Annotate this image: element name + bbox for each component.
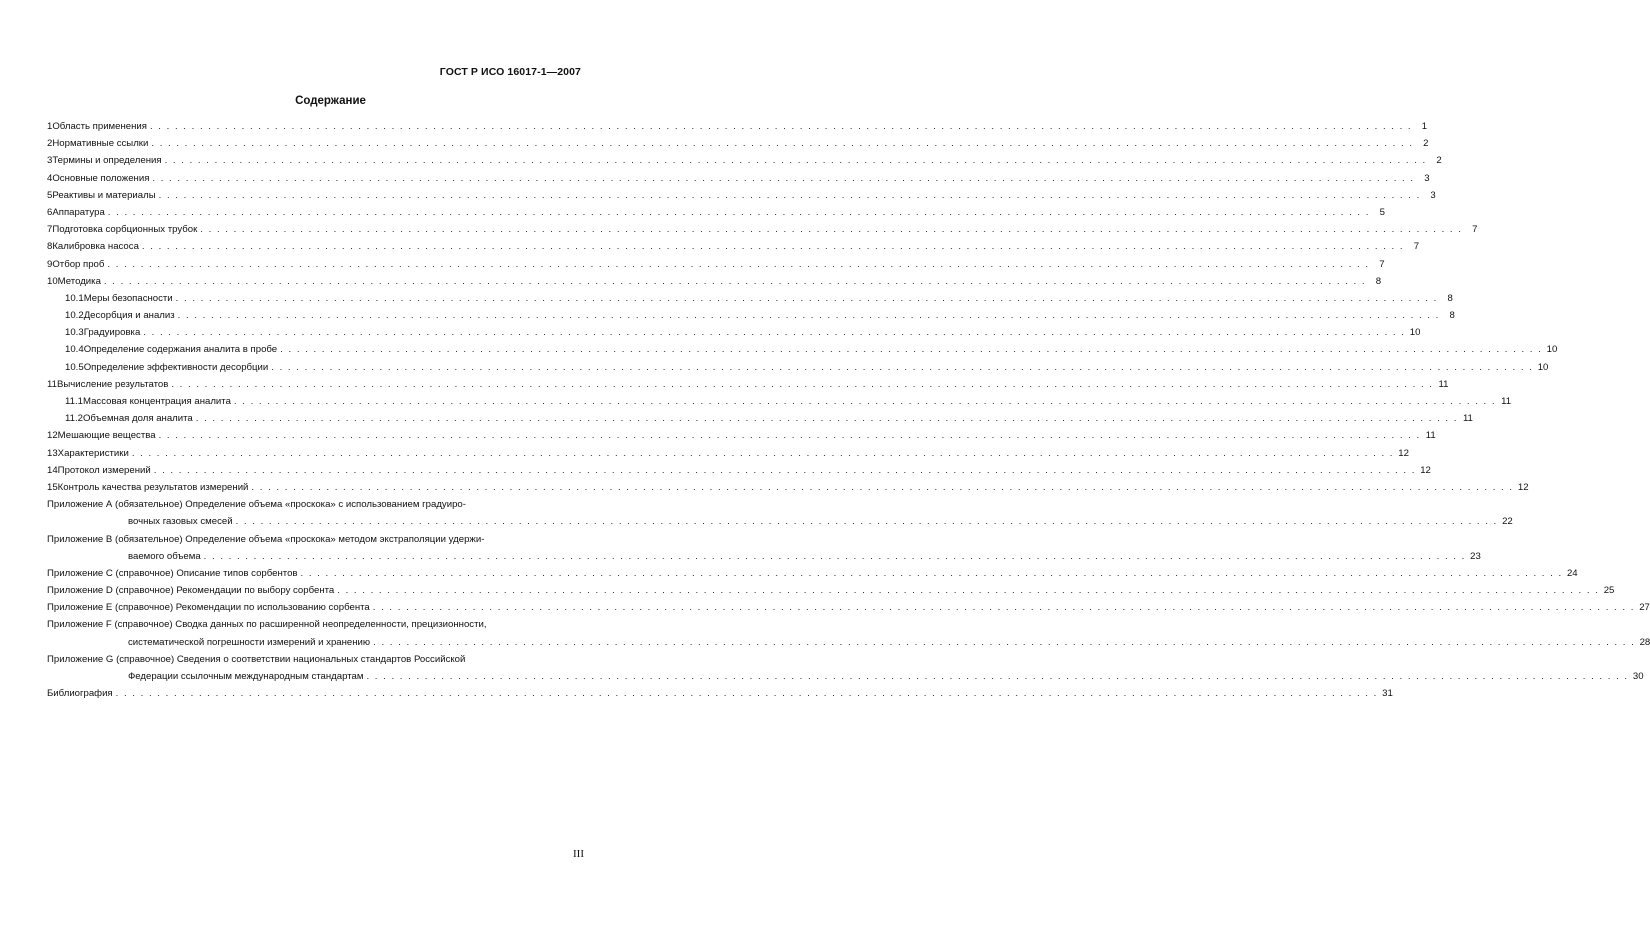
toc-entry-page: 7 — [1472, 224, 1478, 236]
dot-leader — [204, 548, 1466, 565]
toc-entry-page: 22 — [1502, 516, 1513, 528]
toc-entry-title: Мешающие вещества — [57, 430, 156, 442]
toc-subentry[interactable] — [47, 359, 1549, 376]
toc-entry-number: 10.1 — [65, 292, 84, 304]
toc-annex-entry[interactable] — [47, 651, 1644, 685]
dot-leader — [196, 410, 1458, 427]
dot-leader — [236, 513, 1498, 530]
toc-entry-number: 10.2 — [65, 310, 84, 322]
dot-leader — [234, 393, 1496, 410]
dot-leader — [159, 187, 1421, 204]
toc-entry-number: 10.5 — [65, 361, 84, 373]
toc-annex-title-cont: ваемого объема — [128, 550, 201, 562]
dot-leader — [165, 152, 1427, 169]
toc-entry-page: 24 — [1566, 567, 1578, 579]
toc-entry-title: Определение содержания аналита в пробе — [83, 344, 278, 356]
toc-entry[interactable] — [47, 221, 1478, 238]
toc-entry-page: 5 — [1379, 206, 1385, 218]
toc-entry-number: 14 — [47, 464, 58, 476]
toc-entry-page: 12 — [1398, 447, 1409, 459]
dot-leader — [178, 307, 1440, 324]
toc-entry-number: 8 — [47, 241, 53, 253]
toc-entry-title: Массовая концентрация аналита — [82, 396, 231, 407]
toc-entry-title: Градуировка — [83, 327, 141, 339]
toc-annex-title: Приложение D (справочное) Рекомендации по выбору сорбента — [47, 585, 335, 597]
toc-entry-title: Нормативные ссылки — [52, 138, 149, 150]
page-number: III — [573, 848, 584, 860]
toc-entry[interactable] — [47, 273, 1382, 290]
toc-annex-title: Приложение В (обязательное) Определение объема «проскока» методом экстраполяции удержи- — [47, 533, 485, 545]
toc-entry-number: 11.2 — [65, 413, 83, 425]
toc-entry-page: 11 — [1438, 378, 1449, 390]
toc-entry-page: 12 — [1420, 464, 1431, 476]
toc-annex-title-cont: вочных газовых смесей — [128, 516, 233, 528]
toc-annex-entry[interactable] — [47, 496, 1513, 530]
dot-leader — [132, 445, 1394, 462]
toc-entry[interactable] — [47, 170, 1430, 187]
dot-leader — [152, 170, 1414, 187]
dot-leader — [373, 599, 1635, 616]
toc-entry-title: Меры безопасности — [83, 292, 173, 304]
toc-annex-entry[interactable] — [47, 599, 1650, 616]
toc-annex-title: Приложение А (обязательное) Определение объема «проскока» с использованием градуиро- — [47, 499, 466, 511]
dot-leader — [366, 668, 1628, 685]
dot-leader — [154, 462, 1416, 479]
toc-entry-title: Область применения — [52, 121, 147, 132]
toc-subentry[interactable] — [47, 290, 1453, 307]
toc-entry[interactable] — [47, 462, 1431, 479]
toc-entry-page: 8 — [1447, 292, 1453, 304]
toc-annex-line — [47, 668, 1644, 685]
toc-entry-page: 11 — [1501, 396, 1512, 407]
toc-entry-page: 2 — [1423, 138, 1429, 150]
dot-leader — [280, 341, 1542, 358]
dot-leader — [151, 135, 1413, 152]
toc-entry-page: 2 — [1436, 155, 1442, 167]
toc-entry-page: 23 — [1470, 550, 1481, 562]
toc-entry-number: 4 — [47, 172, 53, 184]
toc-entry-title: Реактивы и материалы — [52, 189, 156, 201]
table-of-contents — [47, 118, 1650, 702]
toc-entry[interactable] — [47, 152, 1442, 169]
toc-entry-page: 3 — [1430, 189, 1436, 201]
toc-annex-title: Приложение Е (справочное) Рекомендации по использованию сорбента — [47, 602, 370, 614]
toc-entry-number: 15 — [47, 481, 58, 493]
toc-entry[interactable] — [47, 479, 1529, 496]
toc-entry[interactable] — [47, 204, 1385, 221]
toc-entry-number: 2 — [47, 138, 53, 150]
toc-entry[interactable] — [47, 445, 1409, 462]
toc-annex-line — [47, 548, 1481, 565]
toc-entry[interactable] — [47, 376, 1449, 393]
toc-entry-page: 8 — [1449, 310, 1455, 322]
toc-entry-title: Основные положения — [52, 172, 150, 184]
toc-annex-line — [47, 616, 583, 633]
toc-entry-title: Вычисление результатов — [56, 378, 169, 390]
dot-leader — [176, 290, 1438, 307]
toc-entry-page: 10 — [1546, 344, 1558, 356]
toc-entry-page: 31 — [1382, 688, 1393, 700]
toc-entry-title: Контроль качества результатов измерений — [57, 481, 249, 493]
dot-leader — [373, 634, 1635, 651]
toc-subentry[interactable] — [47, 341, 1558, 358]
toc-annex-line — [47, 651, 583, 668]
toc-entry-number: 1 — [47, 121, 53, 132]
toc-entry-page: 11 — [1425, 430, 1436, 442]
toc-annex-entry[interactable] — [47, 582, 1615, 599]
dot-leader — [116, 685, 1378, 702]
toc-annex-line — [47, 634, 1650, 651]
toc-entry[interactable] — [47, 118, 1428, 135]
toc-entry-title: Подготовка сорбционных трубок — [52, 224, 198, 236]
dot-leader — [143, 324, 1405, 341]
toc-annex-title-cont: Федерации ссылочным международным стандартам — [128, 671, 364, 682]
toc-entry-page: 25 — [1603, 585, 1615, 597]
document-code: ГОСТ Р ИСО 16017-1—2007 — [439, 66, 581, 78]
toc-annex-entry[interactable] — [47, 565, 1578, 582]
toc-entry-page: 27 — [1639, 602, 1650, 614]
toc-bibliography-title: Библиография — [47, 688, 113, 700]
toc-subentry[interactable] — [47, 324, 1421, 341]
toc-entry-number: 9 — [47, 258, 53, 270]
toc-title: Содержание — [295, 95, 366, 107]
toc-entry-number: 3 — [47, 155, 53, 167]
dot-leader — [271, 359, 1533, 376]
toc-entry[interactable] — [47, 256, 1385, 273]
toc-entry[interactable] — [47, 238, 1420, 255]
toc-annex-title: Приложение F (справочное) Сводка данных по расширенной неопределенности, прецизионности, — [47, 619, 487, 631]
toc-entry-number: 5 — [47, 189, 53, 201]
toc-annex-title: Приложение С (справочное) Описание типов сорбентов — [47, 567, 298, 579]
toc-annex-line — [47, 496, 583, 513]
toc-entry-title: Калибровка насоса — [52, 241, 139, 253]
toc-entry-number: 11.1 — [65, 396, 83, 407]
toc-subentry[interactable] — [47, 393, 1512, 410]
toc-annex-entry[interactable] — [47, 616, 1650, 650]
toc-entry-number: 6 — [47, 206, 53, 218]
toc-entry-title: Определение эффективности десорбции — [83, 361, 269, 373]
toc-entry-title: Аппаратура — [52, 206, 105, 218]
toc-entry-title: Методика — [57, 275, 101, 287]
toc-annex-title-cont: систематической погрешности измерений и хранению — [128, 636, 371, 648]
dot-leader — [301, 565, 1563, 582]
toc-annex-title: Приложение G (справочное) Сведения о соответствии национальных стандартов Российской — [47, 653, 466, 665]
toc-annex-line — [47, 513, 1513, 530]
dot-leader — [159, 427, 1421, 444]
toc-entry-title: Характеристики — [57, 447, 129, 459]
toc-entry-title: Десорбция и анализ — [83, 310, 175, 322]
toc-entry-number: 7 — [47, 224, 53, 236]
toc-entry-page: 3 — [1424, 172, 1430, 184]
toc-annex-entry[interactable] — [47, 531, 1481, 565]
toc-entry-page: 7 — [1413, 241, 1420, 253]
toc-entry-number: 10.4 — [65, 344, 84, 356]
toc-entry-page: 7 — [1379, 258, 1385, 270]
toc-subentry[interactable] — [47, 410, 1473, 427]
toc-annex-line — [47, 531, 583, 548]
toc-entry-page: 12 — [1517, 481, 1529, 493]
toc-entry-page: 30 — [1632, 671, 1644, 682]
dot-leader — [142, 238, 1404, 255]
dot-leader — [171, 376, 1433, 393]
dot-leader — [150, 118, 1412, 135]
toc-entry[interactable] — [47, 187, 1436, 204]
dot-leader — [107, 256, 1369, 273]
toc-entry-page: 28 — [1639, 636, 1650, 648]
toc-entry-page: 11 — [1462, 413, 1473, 425]
toc-entry[interactable] — [47, 427, 1436, 444]
toc-entry-page: 10 — [1409, 327, 1421, 339]
toc-bibliography-entry[interactable] — [47, 685, 1393, 702]
toc-entry-title: Термины и определения — [52, 155, 162, 167]
dot-leader — [200, 221, 1462, 238]
dot-leader — [108, 204, 1370, 221]
toc-subentry[interactable] — [47, 307, 1455, 324]
toc-entry[interactable] — [47, 135, 1429, 152]
dot-leader — [251, 479, 1513, 496]
dot-leader — [337, 582, 1599, 599]
toc-entry-title: Объемная доля аналита — [82, 413, 193, 425]
toc-entry-title: Отбор проб — [52, 258, 105, 270]
toc-entry-title: Протокол измерений — [57, 464, 151, 476]
toc-entry-page: 1 — [1421, 121, 1428, 132]
dot-leader — [104, 273, 1366, 290]
toc-entry-page: 8 — [1375, 275, 1382, 287]
toc-entry-number: 11 — [47, 378, 57, 390]
toc-entry-number: 10.3 — [65, 327, 84, 339]
toc-entry-page: 10 — [1537, 361, 1549, 373]
toc-entry-number: 10 — [47, 275, 58, 287]
toc-entry-number: 12 — [47, 430, 58, 442]
toc-entry-number: 13 — [47, 447, 58, 459]
